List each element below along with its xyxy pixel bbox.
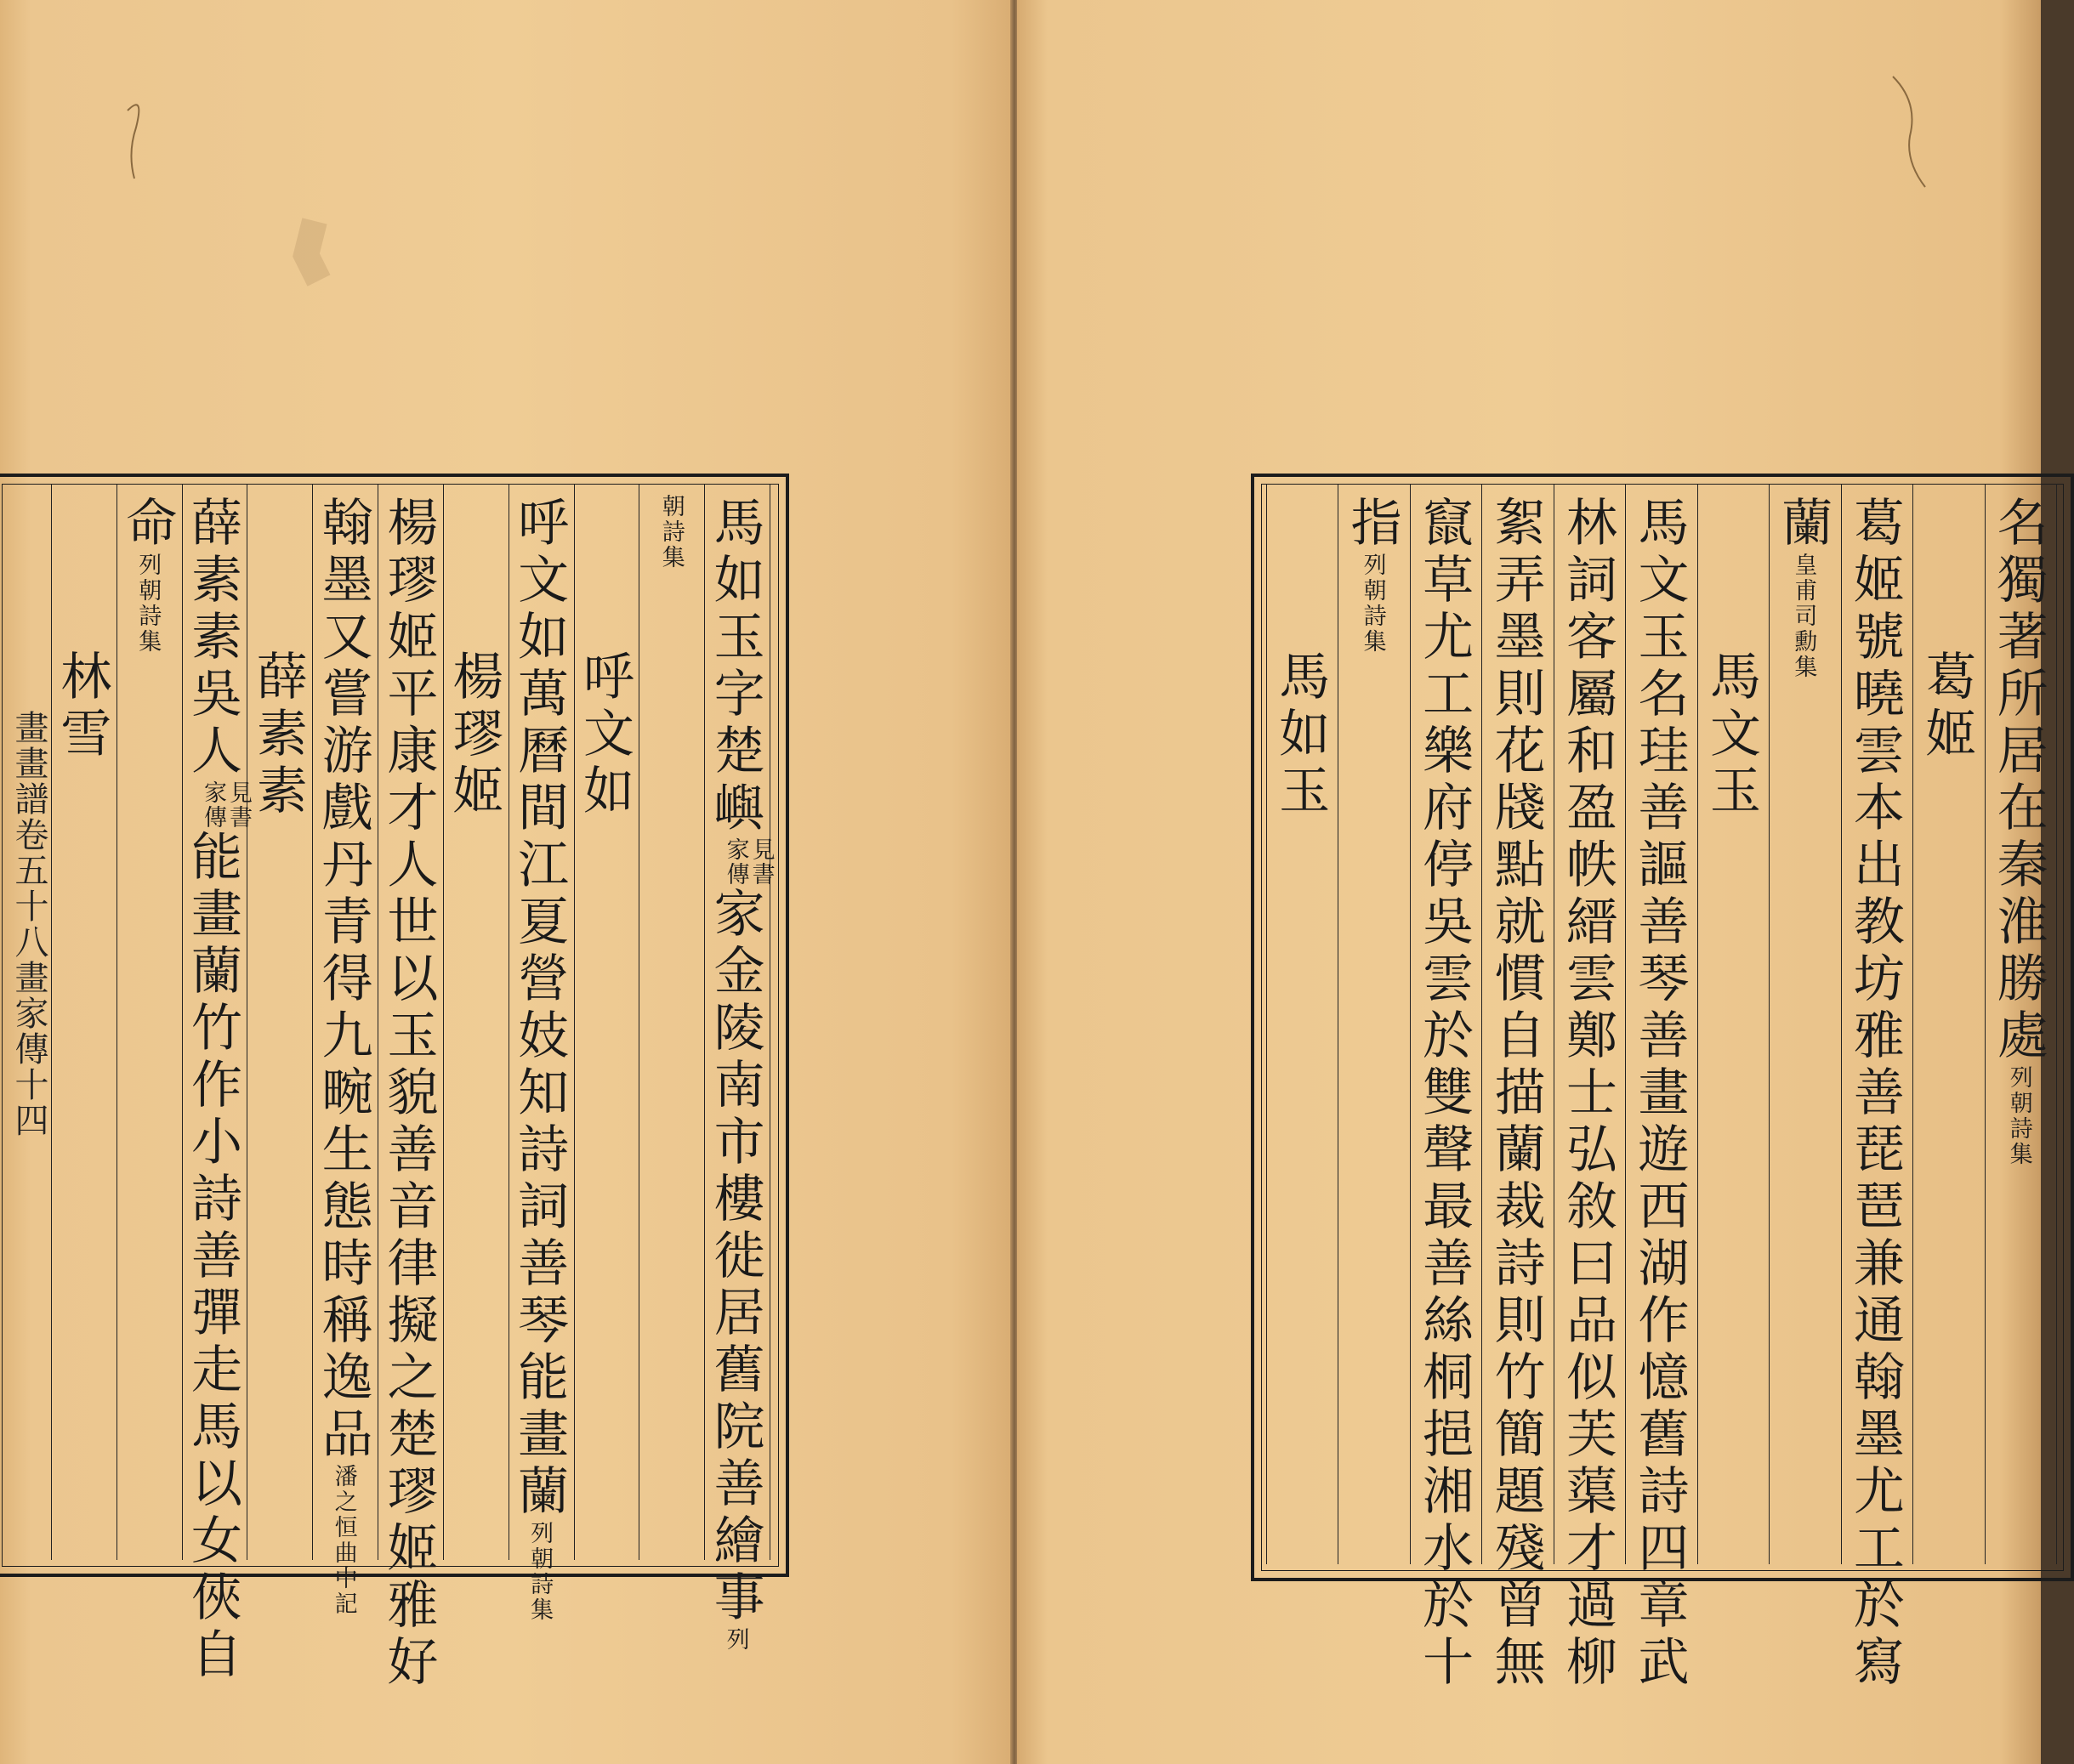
- left-banxin: 畫畫譜卷五十八畫家傳十四: [9, 710, 48, 1138]
- entry-heading: [1701, 649, 1761, 820]
- column-rule: [2056, 484, 2057, 1564]
- main-text: 馬文玉名珪善謳善琴善畫遊西湖作憶舊詩四章武: [1629, 496, 1690, 1692]
- column-rule: [1769, 484, 1770, 1564]
- heading-text: 呼文如: [574, 649, 634, 820]
- main-text: 葛姬號曉雲本出教坊雅善琵琶兼通翰墨尤工於寫: [1844, 496, 1905, 1692]
- page-tear-mark: [1017, 0, 2041, 221]
- column-rule: [1841, 484, 1842, 1564]
- text-column: [1558, 496, 1618, 1692]
- text-column: [1988, 496, 2048, 1167]
- source-citation: 列朝詩集: [134, 553, 162, 655]
- text-column: [657, 494, 685, 570]
- heading-text: 林雪: [52, 649, 112, 763]
- main-text: 竄草尤工樂府停吳雲於雙聲最善絲桐挹湘水於十: [1414, 496, 1475, 1692]
- heading-text: 薛素素: [247, 649, 308, 820]
- text-column: [183, 496, 253, 1684]
- source-citation: 皇甫司勳集: [1790, 553, 1817, 680]
- column-rule: [1410, 484, 1411, 1564]
- source-citation: 列朝詩集: [2005, 1065, 2032, 1167]
- text-column: [509, 496, 570, 1623]
- column-rule: [116, 484, 117, 1560]
- main-text: 蘭: [1773, 496, 1833, 553]
- text-column: [1773, 496, 1833, 680]
- entry-heading: [444, 649, 504, 820]
- heading-text: 葛姬: [1917, 649, 1977, 763]
- right-page: [1017, 0, 2048, 1764]
- entry-heading: [1917, 649, 1977, 763]
- page-tear-mark: [0, 0, 1012, 221]
- text-column: [705, 496, 775, 1653]
- entry-heading: [247, 649, 308, 820]
- text-column: [378, 496, 439, 1692]
- annotation-text: 朝詩集: [657, 494, 685, 570]
- main-text: 楊璆姬平康才人世以玉貌善音律擬之楚璆姬雅好: [378, 496, 439, 1692]
- entry-heading: [1270, 649, 1331, 820]
- text-column: [313, 496, 373, 1617]
- main-text: 呼文如萬曆間江夏營妓知詩詞善琴能畫蘭: [509, 496, 570, 1521]
- heading-text: 馬文玉: [1701, 649, 1761, 820]
- text-column: [1844, 496, 1905, 1692]
- interlinear-note: 見書 家傳: [722, 837, 775, 887]
- main-text: 名獨著所居在秦淮勝處: [1988, 496, 2048, 1065]
- main-text: 薛素素吳人: [183, 496, 243, 780]
- source-citation: 潘之恒曲中記: [330, 1464, 357, 1617]
- text-column: [1342, 496, 1402, 655]
- interlinear-note: 見書 家傳: [200, 780, 253, 830]
- left-page: [0, 0, 1012, 1764]
- column-rule: [574, 484, 575, 1560]
- main-text: 翰墨又嘗游戲丹青得九畹生態時稱逸品: [313, 496, 373, 1464]
- main-text: 命: [117, 496, 178, 553]
- heading-text: 馬如玉: [1270, 649, 1331, 820]
- column-rule: [1481, 484, 1482, 1564]
- main-text: 馬如玉字楚嶼: [705, 496, 765, 837]
- text-column: [1486, 496, 1546, 1692]
- column-rule: [1266, 484, 1267, 1564]
- column-rule: [1912, 484, 1913, 1564]
- main-text: 指: [1342, 496, 1402, 553]
- main-text: 林詞客屬和盈帙縉雲鄭士弘敘曰品似芙蕖才過柳: [1558, 496, 1618, 1692]
- main-text-cont: 家金陵南市樓徙居舊院善繪事: [705, 887, 765, 1627]
- text-column: [117, 496, 178, 655]
- column-rule: [1697, 484, 1698, 1564]
- column-rule: [1985, 484, 1986, 1564]
- main-text-cont: 能畫蘭竹作小詩善彈走馬以女俠自: [183, 830, 243, 1684]
- column-rule: [1625, 484, 1626, 1564]
- entry-heading: [52, 649, 112, 763]
- entry-heading: [574, 649, 634, 820]
- main-text: 絮弄墨則花牋點就慣自描蘭裁詩則竹簡題殘曾無: [1486, 496, 1546, 1692]
- source-citation: 列: [722, 1627, 749, 1653]
- text-column: [1629, 496, 1690, 1692]
- source-citation: 列朝詩集: [1359, 553, 1386, 655]
- source-citation: 列朝詩集: [526, 1521, 554, 1623]
- text-column: [1414, 496, 1475, 1692]
- column-rule: [443, 484, 444, 1560]
- heading-text: 楊璆姬: [444, 649, 504, 820]
